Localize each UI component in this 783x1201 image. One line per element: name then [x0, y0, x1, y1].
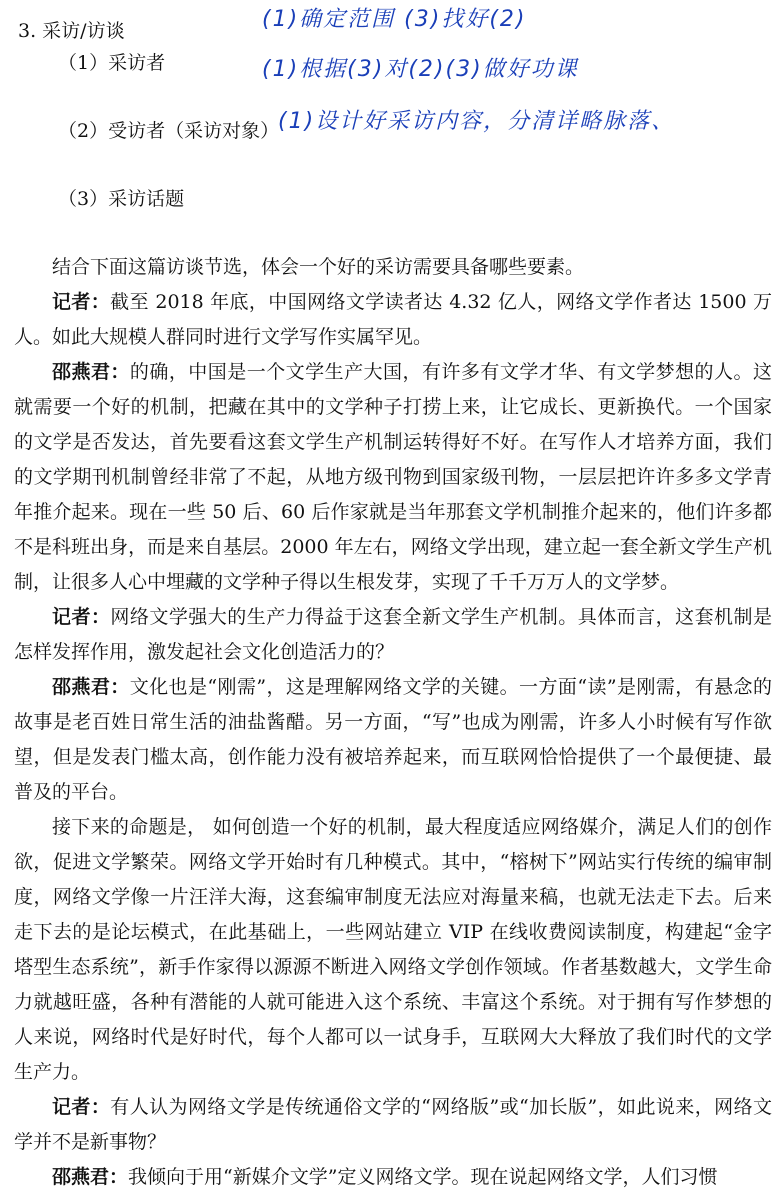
- handwritten-note-2: (1)根据(3)对(2)(3)做好功课: [262, 57, 579, 82]
- handwritten-note-3: (1)设计好采访内容，分清详略脉落、: [278, 109, 676, 134]
- dialogue-paragraph: [14, 810, 772, 1090]
- section-heading: 3. 采访/访谈: [18, 20, 125, 42]
- dialogue-paragraph: [14, 1160, 772, 1195]
- speaker-label: 记者：: [52, 1096, 111, 1118]
- dialogue-text: 接下来的命题是， 如何创造一个好的机制，最大程度适应网络媒介，满足人们的创作欲，促进文学繁荣。网络文学开始时有几种模式。其中，“榕树下”网站实行传统的编审制度，网络文学像一片汪洋大海，这套编审制度无法应对海量来稿，也就无法走下去。后来走下去的是论坛模式，在此基础上，一些网站建立 VIP 在线收费阅读制度，构建起“金字塔型生态系统”，新手作家得以源源不断进入网络文学创作领域。作者基数越大，文学生命力就越旺盛，各种有潜能的人就可能进入这个系统、丰富这个系统。对于拥有写作梦想的人来说，网络时代是好时代，每个人都可以一试身手，互联网大大释放了我们时代的文学生产力。: [14, 816, 772, 1083]
- handwritten-note-1: (1)确定范围 (3)找好(2): [262, 7, 527, 32]
- intro-paragraph: 结合下面这篇访谈节选，体会一个好的采访需要具备哪些要素。: [52, 256, 585, 278]
- speaker-label: 邵燕君：: [52, 676, 130, 698]
- speaker-label: 邵燕君：: [52, 361, 130, 383]
- speaker-label: 记者：: [52, 291, 111, 313]
- item-interviewee: （2）受访者（采访对象）: [58, 120, 280, 142]
- interview-excerpt: [14, 250, 772, 1195]
- dialogue-text: 的确，中国是一个文学生产大国，有许多有文学才华、有文学梦想的人。这就需要一个好的机制，把藏在其中的文学种子打捞上来，让它成长、更新换代。一个国家的文学是否发达，首先要看这套文学生产机制运转得好不好。在写作人才培养方面，我们的文学期刊机制曾经非常了不起，从地方级刊物到国家级刊物，一层层把许许多多文学青年推介起来。现在一些 50 后、60 后作家就是当年那套文学机制推介起来的，他们许多都不是科班出身，而是来自基层。2000 年左右，网络文学出现，建立起一套全新文学生产机制，让很多人心中埋藏的文学种子得以生根发芽，实现了千千万万人的文学梦。: [14, 361, 772, 593]
- dialogue-text: 文化也是“刚需”，这是理解网络文学的关键。一方面“读”是刚需，有悬念的故事是老百姓日常生活的油盐酱醋。另一方面，“写”也成为刚需，许多人小时候有写作欲望，但是发表门槛太高，创作能力没有被培养起来，而互联网恰恰提供了一个最便捷、最普及的平台。: [14, 676, 772, 803]
- speaker-label: 记者：: [52, 606, 111, 628]
- dialogue-paragraph: [14, 355, 772, 600]
- dialogue-text: 网络文学强大的生产力得益于这套全新文学生产机制。具体而言，这套机制是怎样发挥作用，激发起社会文化创造活力的？: [14, 606, 772, 663]
- dialogue-paragraph: [14, 1090, 772, 1160]
- dialogue-paragraph: [14, 670, 772, 810]
- item-topic: （3）采访话题: [58, 188, 185, 210]
- dialogue-paragraph: [14, 285, 772, 355]
- dialogue-text: 有人认为网络文学是传统通俗文学的“网络版”或“加长版”，如此说来，网络文学并不是新事物？: [14, 1096, 772, 1153]
- item-interviewer: （1）采访者: [58, 52, 166, 74]
- dialogue-paragraph: [14, 600, 772, 670]
- dialogue-text: 截至 2018 年底，中国网络文学读者达 4.32 亿人，网络文学作者达 1500 万人。如此大规模人群同时进行文学写作实属罕见。: [14, 291, 772, 348]
- dialogue-text: 我倾向于用“新媒介文学”定义网络文学。现在说起网络文学，人们习惯: [128, 1166, 718, 1188]
- speaker-label: 邵燕君：: [52, 1166, 129, 1188]
